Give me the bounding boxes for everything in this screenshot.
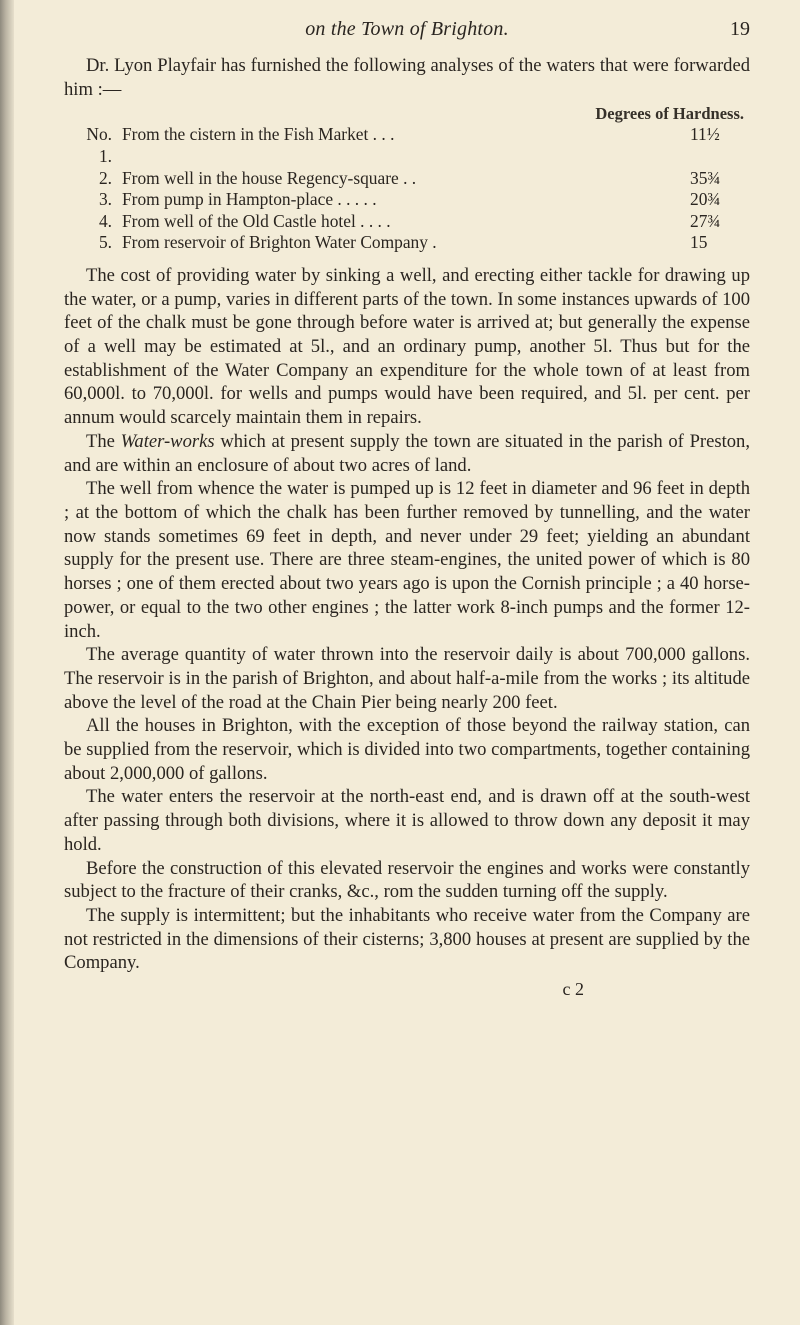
row-number: 3.: [98, 189, 112, 210]
hardness-column-header: Degrees of Hardness.: [595, 104, 744, 124]
table-row: [70, 168, 750, 190]
paragraph-houses: All the houses in Brighton, with the exception of those beyond the railway station, can be supplied from the reservoir, which is divided into two compartments, together containing about 2,000,000 of gallons.: [64, 715, 750, 784]
row-degrees: 15: [690, 232, 708, 253]
signature-mark: c 2: [562, 979, 584, 1000]
paragraph-waterworks-rest: which at present supply the town are situated in the parish of Preston, and are within an enclosure of about two acres of land.: [64, 430, 750, 476]
row-source: From well in the house Regency-square . .: [122, 167, 417, 188]
row-source: From pump in Hampton-place . . . . .: [122, 189, 377, 210]
row-source: From the cistern in the Fish Market . . .: [122, 124, 395, 145]
row-degrees: 27¾: [690, 210, 721, 231]
page-number: 19: [730, 18, 750, 40]
table-row: [70, 232, 750, 254]
row-number: No. 1.: [86, 124, 112, 166]
table-row: [70, 124, 750, 167]
table-row: [70, 211, 750, 233]
page-body: [64, 54, 750, 1000]
paragraph-quantity: The average quantity of water thrown into the reservoir daily is about 700,000 gallons. The reservoir is in the parish of Brighton, and about half-a-mile from the works ; its altitude above the level of the road at the Chain Pier being nearly 200 feet.: [64, 644, 750, 713]
row-source: From well of the Old Castle hotel . . . .: [122, 210, 391, 231]
book-gutter: [0, 0, 14, 1325]
row-number: 5.: [98, 232, 112, 253]
paragraph-cost: The cost of providing water by sinking a well, and erecting either tackle for drawing up the water, or a pump, varies in different parts of the town. In some instances upwards of 100 feet of the chalk must be gone through before water is arrived at; but generally the expense of a well may be estimated at 5l., and an ordinary pump, another 5l. Thus but for the establishment of the Water Company an expenditure for the whole town of at least from 60,000l. to 70,000l. for wells and pumps would have been required, and 5l. per cent. per annum would scarcely maintain them in repairs.: [64, 264, 750, 429]
paragraph-construction: Before the construction of this elevated reservoir the engines and works were constantly subject to the fracture of their cranks, &c., rom the sudden turning off the supply.: [64, 857, 750, 903]
running-title: on the Town of Brighton.: [305, 18, 509, 40]
analyses-table: [70, 124, 750, 254]
paragraph-waterworks: [64, 430, 750, 477]
paragraph-well: The well from whence the water is pumped up is 12 feet in diameter and 96 feet in depth ; at the bottom of which the chalk has been further removed by tunnelling, and the water now stands sometimes 69 feet in depth, and never under 29 feet; yielding an abundant supply for the present use. There are three steam-engines, the united power of which is 80 horses ; one of them erected about two years ago is upon the Cornish principle ; a 40 horse-power, or equal to the two other engines ; the latter work 8-inch pumps and the former 12-inch.: [64, 478, 750, 642]
row-degrees: 11½: [690, 124, 720, 145]
row-degrees: 35¾: [690, 167, 721, 188]
paragraph-flow: The water enters the reservoir at the north-east end, and is drawn off at the south-west after passing through both divisions, where it is allowed to throw down any deposit it may hold.: [64, 786, 750, 855]
table-row: [70, 189, 750, 211]
paragraph-waterworks-lead: The: [86, 430, 121, 452]
row-degrees: 20¾: [690, 189, 721, 210]
page-header: [64, 18, 750, 54]
waterworks-italic: Water-works: [120, 430, 215, 452]
row-number: 2.: [98, 167, 112, 188]
intro-paragraph: Dr. Lyon Playfair has furnished the following analyses of the waters that were forwarded him :—: [64, 55, 750, 100]
row-number: 4.: [98, 210, 112, 231]
book-page: [64, 18, 750, 1000]
row-source: From reservoir of Brighton Water Company .: [122, 232, 437, 253]
paragraph-supply: The supply is intermittent; but the inhabitants who receive water from the Company are not restricted in the dimensions of their cisterns; 3,800 houses at present are supplied by the Company.: [64, 904, 750, 974]
